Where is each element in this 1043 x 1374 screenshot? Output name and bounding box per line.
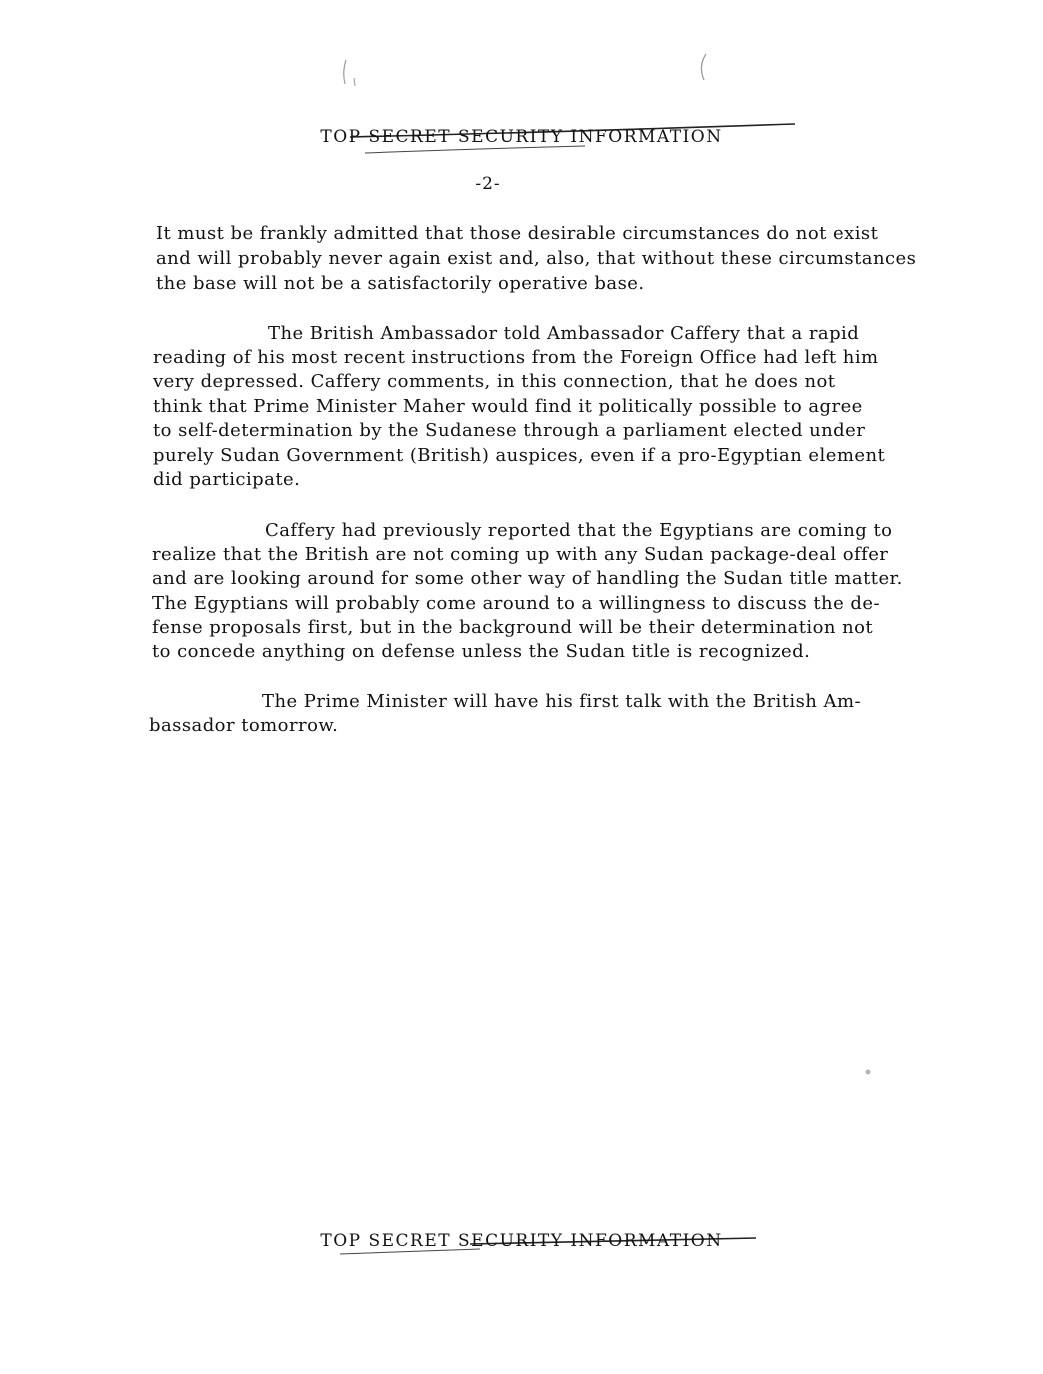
text-line: the base will not be a satisfactorily operative base. xyxy=(156,273,645,294)
underline-top xyxy=(365,146,585,153)
text-line: think that Prime Minister Maher would find it politically possible to agree xyxy=(153,396,863,417)
text-line: to concede anything on defense unless the Sudan title is recognized. xyxy=(152,641,811,662)
classification-header: TOP SECRET SECURITY INFORMATION xyxy=(320,127,723,147)
scan-artifact-mark xyxy=(344,60,346,84)
text-line: and will probably never again exist and, also, that without these circumstances xyxy=(156,248,917,269)
text-line: very depressed. Caffery comments, in this connection, that he does not xyxy=(153,371,836,392)
text-line: realize that the British are not coming up with any Sudan package-deal offer xyxy=(152,544,889,565)
scan-artifact-dot xyxy=(866,1070,871,1075)
text-line: did participate. xyxy=(153,469,301,490)
text-line: Caffery had previously reported that the Egyptians are coming to xyxy=(265,520,893,541)
scan-artifact-mark xyxy=(354,78,355,86)
text-line: to self-determination by the Sudanese through a parliament elected under xyxy=(153,420,866,441)
page-number: -2- xyxy=(475,174,501,194)
classification-footer: TOP SECRET SECURITY INFORMATION xyxy=(320,1231,723,1251)
scan-artifact-mark xyxy=(701,54,706,80)
text-line: reading of his most recent instructions from the Foreign Office had left him xyxy=(153,347,879,368)
text-line: It must be frankly admitted that those desirable circumstances do not exist xyxy=(156,223,879,244)
text-line: fense proposals first, but in the background will be their determination not xyxy=(152,617,874,638)
text-line: bassador tomorrow. xyxy=(149,715,339,736)
text-line: The British Ambassador told Ambassador Caffery that a rapid xyxy=(268,323,860,344)
text-line: and are looking around for some other way of handling the Sudan title matter. xyxy=(152,568,903,589)
text-line: The Egyptians will probably come around to a willingness to discuss the de- xyxy=(152,593,880,614)
text-line: purely Sudan Government (British) auspices, even if a pro-Egyptian element xyxy=(153,445,886,466)
text-line: The Prime Minister will have his first talk with the British Am- xyxy=(262,691,862,712)
